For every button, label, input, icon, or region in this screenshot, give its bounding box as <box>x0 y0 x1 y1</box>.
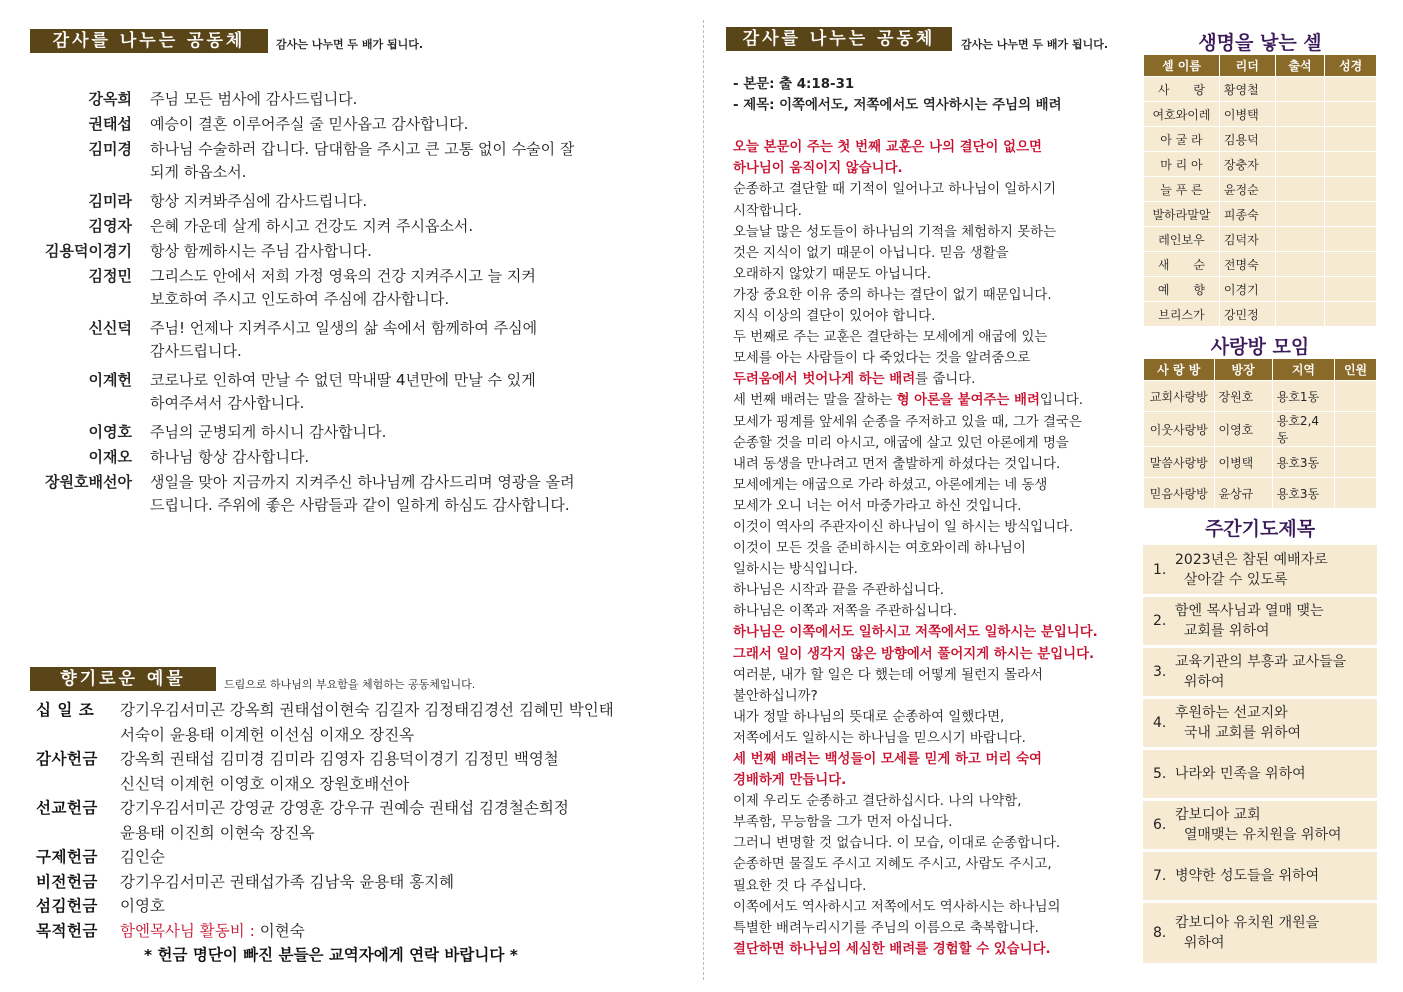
table-cell <box>1275 252 1325 277</box>
offering-subtitle: 드림으로 하나님의 부요함을 체험하는 공동체입니다. <box>224 678 476 691</box>
table-cell <box>1275 102 1325 127</box>
sermon-line: 이것이 모든 것을 준비하시는 여호와이레 하나님이 <box>733 541 1026 557</box>
thanks-message: 주님! 언제나 지켜주시고 일생의 삶 속에서 함께하여 주심에 감사드립니다. <box>150 319 538 360</box>
table-header-cell: 방장 <box>1214 359 1272 381</box>
table-cell: 이경기 <box>1219 277 1275 302</box>
table-row <box>1144 412 1377 447</box>
offering-label: 십 일 조 <box>36 701 95 719</box>
table-cell <box>1325 302 1377 327</box>
offering-label: 선교헌금 <box>36 799 98 817</box>
offering-row <box>36 870 696 895</box>
table-cell: 마 리 아 <box>1144 152 1220 177</box>
sermon-line: 그래서 일이 생각지 않은 방향에서 풀어지게 하시는 분입니다. <box>733 646 1095 662</box>
sermon-line: 오래하지 않았기 때문도 아닙니다. <box>733 266 932 282</box>
thanks-row <box>30 265 670 311</box>
prayer-text: 병약한 성도들을 위하여 <box>1175 868 1320 884</box>
purpose-offering-row <box>36 919 696 944</box>
offering-row <box>36 747 696 796</box>
table-header-cell: 셀 이름 <box>1144 55 1220 77</box>
sermon-text: 입니다. <box>1039 393 1083 409</box>
thanks-message: 코로나로 인하여 만날 수 없던 막내딸 4년만에 만날 수 있게 하여주셔서 감사합니다. <box>150 371 536 412</box>
thanks-name: 강옥희 <box>88 90 132 108</box>
table-cell <box>1275 177 1325 202</box>
offering-names: 강기우김서미곤 강영균 강영훈 강우규 권예승 권태섭 김경철손희정 윤용태 이진희 이현숙 장진옥 <box>120 799 569 842</box>
thanks-message: 하나님 항상 감사합니다. <box>150 448 310 466</box>
table-cell <box>1275 202 1325 227</box>
thanks-message: 주님 모든 범사에 감사드립니다. <box>150 90 358 108</box>
purpose-offering-label: 목적헌금 <box>36 921 98 940</box>
table-row <box>1144 77 1377 102</box>
prayer-list <box>1143 545 1377 966</box>
prayer-text: 함엔 목사님과 열매 맺는 교회를 위하여 <box>1175 603 1324 639</box>
purpose-offering-text: 함엔목사님 활동비 : <box>120 921 260 940</box>
offering-label: 섬김헌금 <box>36 897 98 915</box>
thanks-row <box>30 369 670 415</box>
table-cell <box>1275 152 1325 177</box>
prayer-item <box>1143 801 1377 849</box>
purpose-offering-giver: 이현숙 <box>259 921 305 940</box>
sermon-title: - 제목: 이쪽에서도, 저쪽에서도 역사하시는 주님의 배려 <box>733 98 1062 114</box>
prayer-item <box>1143 750 1377 798</box>
table-cell: 여호와이레 <box>1144 102 1220 127</box>
thanks-message: 주님의 군병되게 하시니 감사합니다. <box>150 423 387 441</box>
thanks-name: 이계헌 <box>88 371 132 389</box>
sermon-line: 모세가 오니 너는 어서 마중가라고 하신 것입니다. <box>733 498 1022 514</box>
sermon-line: 이쪽에서도 역사하시고 저쪽에서도 역사하시는 하나님의 <box>733 899 1061 915</box>
sermon-line: 하나님은 이쪽과 저쪽을 주관하십니다. <box>733 604 957 620</box>
table-cell: 이병택 <box>1214 447 1272 478</box>
thanks-row <box>30 317 670 363</box>
prayer-item <box>1143 545 1377 594</box>
thanks-message: 생일을 맞아 지금까지 지켜주신 하나님께 감사드리며 영광을 올려 드립니다. 주위에 좋은 사람들과 같이 일하게 하심도 감사합니다. <box>150 473 575 514</box>
prayer-item <box>1143 597 1377 645</box>
table-cell <box>1335 478 1377 509</box>
sermon-text: 형 아론을 붙여주는 배려 <box>896 393 1040 409</box>
table-cell: 강민정 <box>1219 302 1275 327</box>
thanks-message: 항상 함께하시는 주님 감사합니다. <box>150 242 372 260</box>
table-cell: 말씀사랑방 <box>1144 447 1215 478</box>
table-row <box>1144 447 1377 478</box>
table-row <box>1144 227 1377 252</box>
table-cell: 브리스가 <box>1144 302 1220 327</box>
sermon-line: 두 번째로 주는 교훈은 결단하는 모세에게 애굽에 있는 <box>733 330 1048 346</box>
thanks-header: 감사를 나누는 공동체 <box>30 29 268 53</box>
sermon-line: 내가 정말 하나님의 뜻대로 순종하여 일했다면, <box>733 709 1005 725</box>
prayer-number: 7. <box>1153 868 1167 884</box>
sermon-line: 가장 중요한 이유 중의 하나는 결단이 없기 때문입니다. <box>733 287 1052 303</box>
thanks-message: 은혜 가운데 살게 하시고 건강도 지켜 주시옵소서. <box>150 217 474 235</box>
offering-header: 향기로운 예물 <box>30 667 216 691</box>
offering-row <box>36 845 696 870</box>
table-header-cell: 지역 <box>1272 359 1334 381</box>
thanks-name: 김미경 <box>88 140 132 158</box>
prayer-item <box>1143 903 1377 963</box>
offering-label: 감사헌금 <box>36 750 98 768</box>
prayer-number: 2. <box>1153 613 1167 629</box>
table-cell <box>1275 127 1325 152</box>
table-cell <box>1335 447 1377 478</box>
thanks-name: 장원호배선아 <box>45 473 132 491</box>
table-cell: 아 굴 라 <box>1144 127 1220 152</box>
thanks-row <box>30 113 670 136</box>
table-cell <box>1325 227 1377 252</box>
table-cell: 이병택 <box>1219 102 1275 127</box>
sermon-line <box>733 369 1133 390</box>
sermon-line: 그러니 변명할 것 없습니다. 이 모습, 이대로 순종합니다. <box>733 836 1061 852</box>
sermon-line: 불안하십니까? <box>733 688 818 704</box>
thanks-name: 이영호 <box>88 423 132 441</box>
thanks-name: 김정민 <box>88 267 132 285</box>
sermon-line: 경배하게 만듭니다. <box>733 773 847 789</box>
offering-row <box>36 894 696 919</box>
prayer-number: 8. <box>1153 925 1167 941</box>
offering-row <box>36 796 696 845</box>
table-cell: 전명숙 <box>1219 252 1275 277</box>
sermon-line: 것은 지식이 없기 때문이 아닙니다. 믿음 생활을 <box>733 245 1009 261</box>
table-cell: 이웃사랑방 <box>1144 412 1215 447</box>
sermon-line: 하나님은 이쪽에서도 일하시고 저쪽에서도 일하시는 분입니다. <box>733 625 1098 641</box>
sermon-line: 결단하면 하나님의 세심한 배려를 경험할 수 있습니다. <box>733 941 1051 957</box>
table-cell <box>1325 177 1377 202</box>
prayer-number: 3. <box>1153 664 1167 680</box>
table-cell: 이영호 <box>1214 412 1272 447</box>
prayer-number: 4. <box>1153 715 1167 731</box>
table-cell: 발하라말알 <box>1144 202 1220 227</box>
table-cell: 용호2,4동 <box>1272 412 1334 447</box>
table-row <box>1144 381 1377 412</box>
sermon-line: 지식 이상의 결단이 있어야 합니다. <box>733 309 936 325</box>
purpose-offering-names <box>120 919 690 944</box>
table-cell: 교회사랑방 <box>1144 381 1215 412</box>
table-cell: 레인보우 <box>1144 227 1220 252</box>
offering-note: * 헌금 명단이 빠진 분들은 교역자에게 연락 바랍니다 * <box>144 946 518 964</box>
table-cell <box>1325 152 1377 177</box>
sermon-header: 감사를 나누는 공동체 <box>726 27 952 51</box>
thanks-row <box>30 138 670 184</box>
sermon-passage: - 본문: 출 4:18-31 <box>733 77 855 92</box>
sermon-line: 부족함, 무능함을 그가 먼저 아십니다. <box>733 815 953 831</box>
sermon-line: 세 번째 배려는 백성들이 모세를 믿게 하고 머리 숙여 <box>733 752 1042 767</box>
thanks-row <box>30 240 670 263</box>
table-row <box>1144 302 1377 327</box>
table-cell: 김덕자 <box>1219 227 1275 252</box>
table-cell: 예 향 <box>1144 277 1220 302</box>
table-row <box>1144 102 1377 127</box>
table-cell <box>1325 202 1377 227</box>
thanks-list <box>30 88 670 523</box>
table-cell <box>1325 127 1377 152</box>
prayer-item <box>1143 699 1377 747</box>
offering-row <box>36 698 696 747</box>
offering-list <box>36 698 696 967</box>
sermon-line: 오늘 본문이 주는 첫 번째 교훈은 나의 결단이 없으면 <box>733 140 1042 156</box>
thanks-message: 하나님 수술하러 갑니다. 담대함을 주시고 큰 고통 없이 수술이 잘 되게 하옵소서. <box>150 140 575 181</box>
sermon-line: 순종하면 물질도 주시고 지혜도 주시고, 사람도 주시고, <box>733 857 1052 873</box>
sermon-line: 순종하고 결단할 때 기적이 일어나고 하나님이 일하시기 <box>733 182 1057 198</box>
sermon-line: 특별한 배려누리시기를 주님의 이름으로 축복합니다. <box>733 920 1039 936</box>
sermon-body <box>733 74 1133 960</box>
table-cell <box>1335 381 1377 412</box>
sermon-line <box>733 390 1133 411</box>
sermon-line: 하나님은 시작과 끝을 주관하십니다. <box>733 583 945 599</box>
cells-title: 생명을 낳는 셀 <box>1198 32 1322 54</box>
sermon-line: 하나님이 움직이지 않습니다. <box>733 161 903 177</box>
prayer-text: 나라와 민족을 위하여 <box>1175 766 1306 782</box>
table-row <box>1144 277 1377 302</box>
sermon-text: 두려움에서 벗어나게 하는 배려 <box>733 372 916 388</box>
table-row <box>1144 127 1377 152</box>
table-cell <box>1325 102 1377 127</box>
table-row <box>1144 478 1377 509</box>
sermon-line: 여러분, 내가 할 일은 다 했는데 어떻게 될런지 몰라서 <box>733 667 1043 683</box>
table-header-row <box>1144 55 1377 77</box>
table-cell: 믿음사랑방 <box>1144 478 1215 509</box>
sermon-line <box>733 116 1133 137</box>
thanks-name: 김미라 <box>88 192 132 210</box>
thanks-row <box>30 88 670 111</box>
sermon-line: 내려 동생을 만나려고 먼저 출발하게 하셨다는 것입니다. <box>733 456 1061 472</box>
prayer-item <box>1143 648 1377 696</box>
table-cell: 새 순 <box>1144 252 1220 277</box>
sermon-text: 세 번째 배려는 말을 잘하는 <box>733 393 897 409</box>
sermon-line: 일하시는 방식입니다. <box>733 562 858 578</box>
table-cell <box>1325 77 1377 102</box>
offering-names: 강옥희 권태섭 김미경 김미라 김영자 김용덕이경기 김정민 백영철 신신덕 이계헌 이영호 이재오 장원호배선아 <box>120 750 559 793</box>
thanks-name: 신신덕 <box>88 319 132 337</box>
table-header-cell: 성경 <box>1325 55 1377 77</box>
table-header-cell: 인원 <box>1335 359 1377 381</box>
thanks-name: 이재오 <box>88 448 132 466</box>
table-cell <box>1275 302 1325 327</box>
table-cell: 사 랑 <box>1144 77 1220 102</box>
thanks-name: 권태섭 <box>88 115 132 133</box>
table-header-row <box>1144 359 1377 381</box>
table-cell: 용호3동 <box>1272 478 1334 509</box>
sermon-line: 순종할 것을 미리 아시고, 애굽에 살고 있던 아론에게 명을 <box>733 435 1069 451</box>
sermon-line: 저쪽에서도 일하시는 하나님을 믿으시기 바랍니다. <box>733 730 1026 746</box>
thanks-message: 항상 지켜봐주심에 감사드립니다. <box>150 192 368 210</box>
sermon-line: 이것이 역사의 주관자이신 하나님이 일 하시는 방식입니다. <box>733 519 1074 535</box>
sermon-header-subtitle: 감사는 나누면 두 배가 됩니다. <box>961 38 1109 51</box>
prayer-text: 교육기관의 부흥과 교사들을 위하여 <box>1175 654 1347 690</box>
prayer-number: 1. <box>1153 561 1167 578</box>
table-cell <box>1325 277 1377 302</box>
offering-names: 이영호 <box>120 897 165 915</box>
rooms-title: 사랑방 모임 <box>1210 336 1310 358</box>
prayer-text: 2023년은 참된 예배자로 살아갈 수 있도록 <box>1175 551 1328 588</box>
sermon-line: 모세를 아는 사람들이 다 죽었다는 것을 알려줌으로 <box>733 351 1031 367</box>
thanks-name: 김영자 <box>88 217 132 235</box>
table-row <box>1144 202 1377 227</box>
thanks-row <box>30 446 670 469</box>
sermon-line: 이제 우리도 순종하고 결단하십시다. 나의 나약함, <box>733 794 1022 810</box>
thanks-row <box>30 215 670 238</box>
table-header-cell: 사 랑 방 <box>1144 359 1215 381</box>
table-cell: 윤상규 <box>1214 478 1272 509</box>
prayer-item <box>1143 852 1377 900</box>
table-row <box>1144 177 1377 202</box>
thanks-row <box>30 421 670 444</box>
sermon-text: 를 줍니다. <box>915 372 976 388</box>
cells-table <box>1143 54 1377 327</box>
table-header-cell: 출석 <box>1275 55 1325 77</box>
offering-label: 비전헌금 <box>36 872 98 891</box>
table-cell: 용호1동 <box>1272 381 1334 412</box>
offering-label: 구제헌금 <box>36 848 98 866</box>
table-header-cell: 리더 <box>1219 55 1275 77</box>
thanks-subtitle: 감사는 나누면 두 배가 됩니다. <box>276 38 424 51</box>
table-cell: 용호3동 <box>1272 447 1334 478</box>
table-row <box>1144 152 1377 177</box>
table-cell: 장충자 <box>1219 152 1275 177</box>
thanks-name: 김용덕이경기 <box>45 242 132 260</box>
sermon-line: 모세가 핑계를 앞세워 순종을 주저하고 있을 때, 그가 결국은 <box>733 414 1082 430</box>
table-cell <box>1275 227 1325 252</box>
thanks-row <box>30 471 670 517</box>
offering-names: 강기우김서미곤 권태섭가족 김남욱 윤용태 홍지혜 <box>120 872 455 891</box>
table-cell <box>1275 277 1325 302</box>
table-cell: 장원호 <box>1214 381 1272 412</box>
sermon-line: 시작합니다. <box>733 203 802 219</box>
prayer-text: 캄보디아 교회 열매맺는 유치원을 위하여 <box>1175 807 1342 843</box>
prayer-number: 6. <box>1153 817 1167 833</box>
thanks-row <box>30 190 670 213</box>
table-cell: 윤정순 <box>1219 177 1275 202</box>
table-cell <box>1325 252 1377 277</box>
table-cell: 늘 푸 른 <box>1144 177 1220 202</box>
prayer-text: 캄보디아 유치원 개원을 위하여 <box>1175 915 1320 951</box>
offering-names: 강기우김서미곤 강옥희 권태섭이현숙 김길자 김정태김경선 김혜민 박인태 서숙이 윤용태 이계헌 이선심 이재오 장진옥 <box>120 701 614 744</box>
page-divider <box>703 20 704 980</box>
table-cell: 김용덕 <box>1219 127 1275 152</box>
offering-names: 김인순 <box>120 848 165 866</box>
sermon-line: 필요한 것 다 주십니다. <box>733 878 867 894</box>
sermon-line: 모세에게는 애굽으로 가라 하셨고, 아론에게는 네 동생 <box>733 477 1048 493</box>
table-cell <box>1275 77 1325 102</box>
thanks-message: 그리스도 안에서 저희 가정 영육의 건강 지켜주시고 늘 지켜 보호하여 주시고 인도하여 주심에 감사합니다. <box>150 267 536 308</box>
prayer-number: 5. <box>1153 766 1167 782</box>
prayer-title: 주간기도제목 <box>1204 518 1316 540</box>
thanks-message: 예승이 결혼 이루어주실 줄 믿사옵고 감사합니다. <box>150 115 469 133</box>
rooms-table <box>1143 358 1377 509</box>
table-cell: 황영철 <box>1219 77 1275 102</box>
sermon-line: 오늘날 많은 성도들이 하나님의 기적을 체험하지 못하는 <box>733 224 1057 240</box>
table-cell <box>1335 412 1377 447</box>
table-cell: 피종숙 <box>1219 202 1275 227</box>
table-row <box>1144 252 1377 277</box>
prayer-text: 후원하는 선교지와 국내 교회를 위하여 <box>1175 705 1301 741</box>
